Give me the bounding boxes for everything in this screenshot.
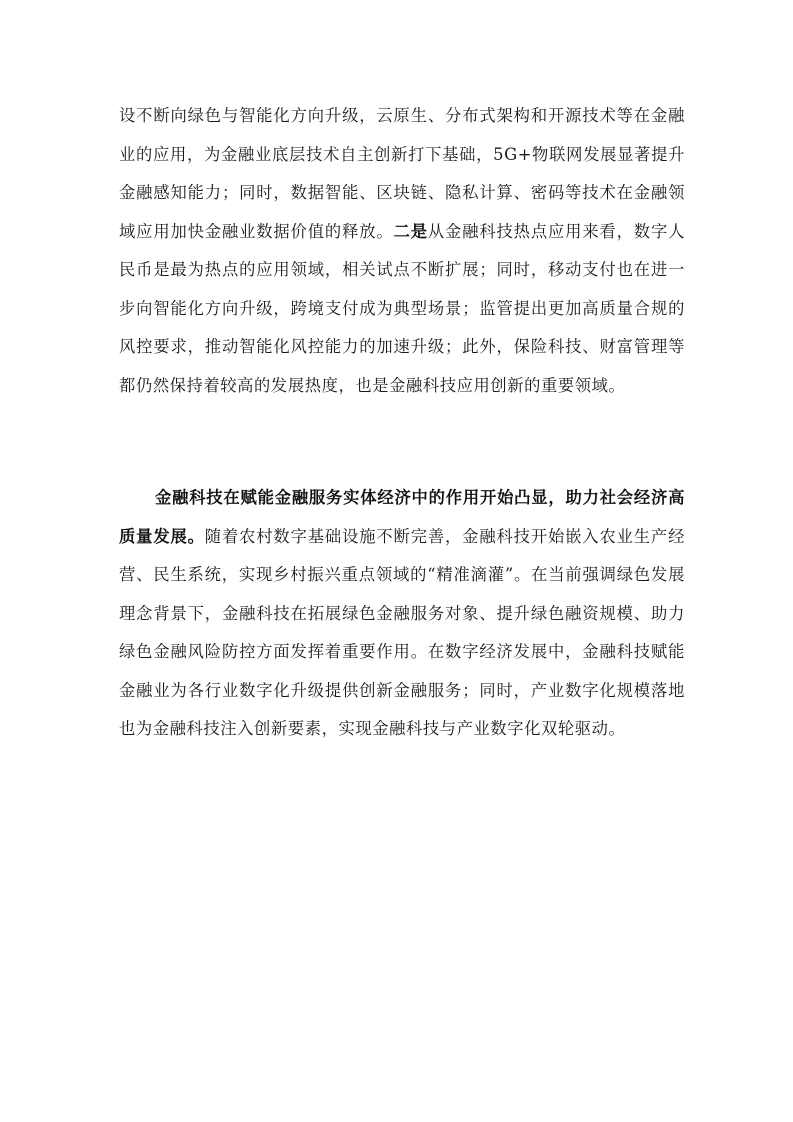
paragraph-lead-sentence: 金融科技在赋能金融服务实体经济中的作用开始凸显，助力社会经济高质量发展。 <box>119 488 685 546</box>
paragraph-text: 从金融科技热点应用来看，数字人民币是最为热点的应用领域，相关试点不断扩展；同时，移动支付也在进一步向智能化方向升级，跨境支付成为典型场景；监管提出更加高质量合规的风控要求，推动智能化风控能力的加速升级；此外，保险科技、财富管理等都仍然保持着较高的发展热度，也是金融科技应用创新的重要领域。 <box>119 221 686 395</box>
paragraph-text: 随着农村数字基础设施不断完善，金融科技开始嵌入农业生产经营、民生系统，实现乡村振兴重点领域的“精准滴灌”。在当前强调绿色发展理念背景下，金融科技在拓展绿色金融服务对象、提升绿色融资规模、助力绿色金融风险防控方面发挥着重要作用。在数字经济发展中，金融科技赋能金融业为各行业数字化升级提供创新金融服务；同时，产业数字化规模落地也为金融科技注入创新要素，实现金融科技与产业数字化双轮驱动。 <box>119 526 685 738</box>
paragraph-real-economy-empowerment <box>119 479 685 749</box>
paragraph-digital-tech-trends <box>119 97 685 405</box>
paragraph-text: 设不断向绿色与智能化方向升级，云原生、分布式架构和开源技术等在金融业的应用，为金融业底层技术自主创新打下基础，5G+物联网发展显著提升金融感知能力；同时，数据智能、区块链、隐私计算、密码等技术在金融领域应用加快金融业数据价值的释放。 <box>119 106 685 241</box>
emphasis-second-point: 二是 <box>393 221 428 241</box>
